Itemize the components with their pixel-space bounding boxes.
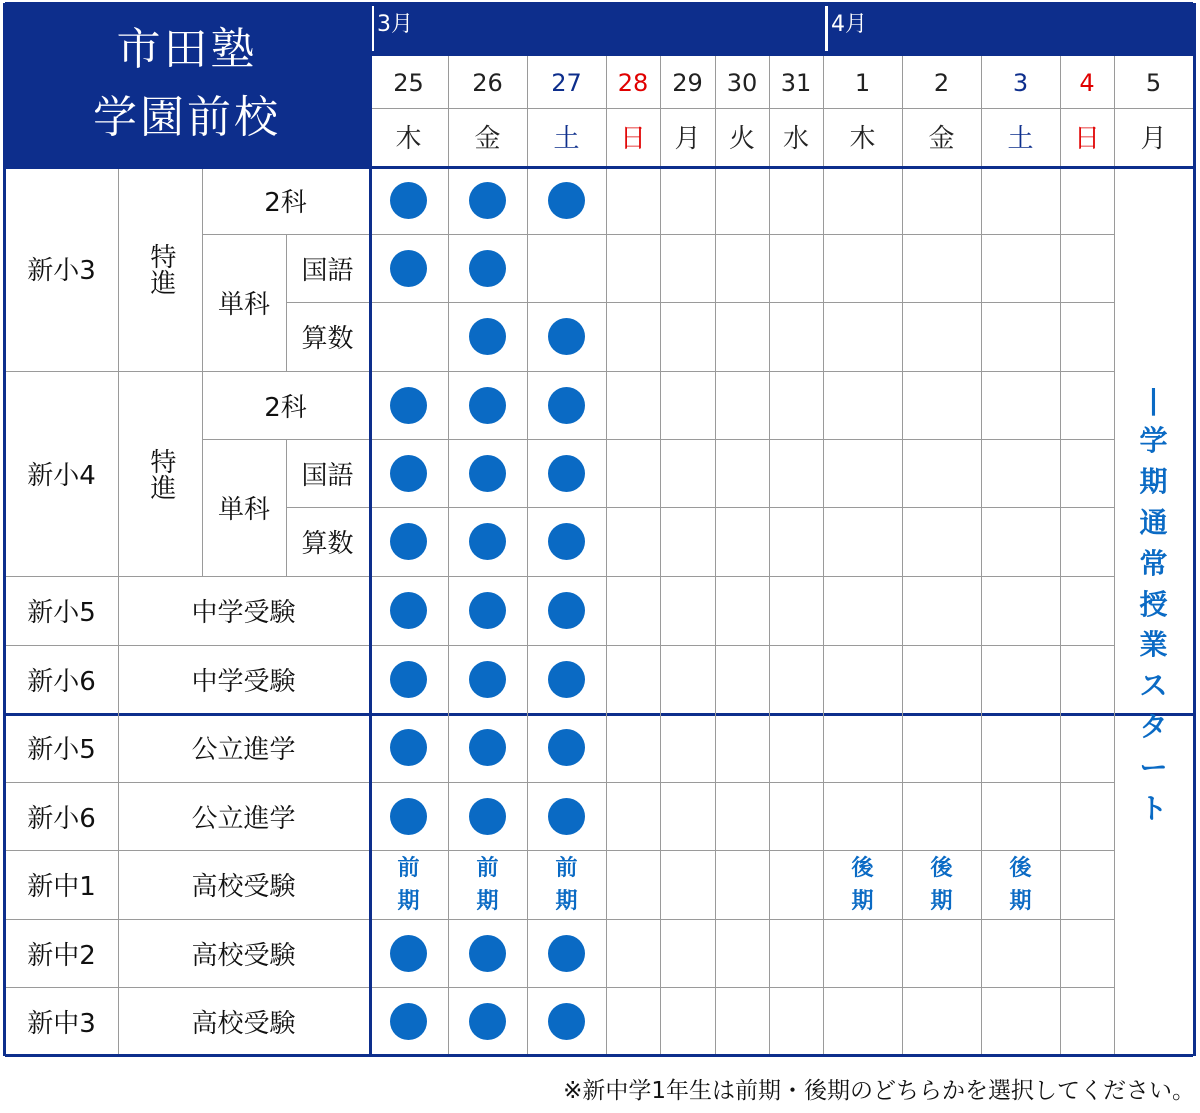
early-term-mark	[547, 852, 587, 918]
grid-line	[715, 56, 716, 166]
row-line	[286, 302, 1114, 303]
term-char: 期	[930, 889, 953, 914]
date-day: 1	[854, 69, 871, 97]
class-day-dot	[390, 182, 427, 219]
term-start-label	[1114, 380, 1193, 830]
two-subject-label: 2科	[264, 392, 307, 423]
kokugo-label: 国語	[301, 255, 354, 286]
class-day-dot	[390, 523, 427, 560]
term-start-char: 常	[1139, 546, 1168, 580]
grade-label: 新小6	[27, 803, 96, 834]
term-char: 期	[476, 889, 499, 914]
class-day-dot	[469, 729, 506, 766]
early-term-mark	[389, 852, 429, 918]
two-subject-label: 2科	[264, 187, 307, 218]
month-label: 4月	[831, 11, 867, 37]
grid-line	[606, 56, 607, 166]
class-day-dot	[548, 455, 585, 492]
date-day: 29	[672, 69, 703, 97]
month-bar	[369, 3, 1193, 56]
grid-line	[823, 166, 824, 1055]
course-label: 公立進学	[191, 803, 296, 834]
date-day: 5	[1145, 69, 1162, 97]
term-char: 後	[851, 856, 874, 881]
date-weekday: 木	[849, 123, 876, 154]
early-term-mark	[468, 852, 508, 918]
class-day-dot	[469, 523, 506, 560]
grid-line	[902, 56, 903, 166]
course-label: 公立進学	[191, 735, 296, 765]
date-day: 2	[933, 69, 950, 97]
date-day: 26	[472, 69, 503, 97]
term-start-char: 通	[1139, 505, 1168, 539]
term-start-char: ト	[1139, 791, 1168, 825]
grade-label: 新小5	[27, 598, 96, 628]
row-line	[286, 507, 1114, 508]
date-day: 3	[1012, 69, 1029, 97]
course-label: 中学受験	[191, 598, 296, 628]
class-day-dot	[548, 318, 585, 355]
date-day: 31	[780, 69, 812, 97]
grid-line	[606, 166, 607, 1055]
table-right-border	[1193, 3, 1196, 1056]
footnote: ※新中学1年生は前期・後期のどちらかを選択してください。	[563, 1077, 1195, 1104]
single-subject-label: 単科	[217, 495, 270, 525]
grade-label: 新小4	[27, 461, 96, 491]
kokugo-label: 国語	[301, 460, 354, 491]
class-day-dot	[390, 250, 427, 287]
grade-label: 新小6	[27, 666, 96, 697]
course-label: 中学受験	[191, 666, 296, 697]
grid-line	[769, 166, 770, 1055]
grid-line	[715, 166, 716, 1055]
term-start-char: 業	[1139, 628, 1168, 662]
date-day: 4	[1079, 69, 1095, 97]
grid-line	[448, 166, 449, 1055]
class-day-dot	[469, 935, 506, 972]
grid-line	[369, 108, 1193, 109]
single-subject-label: 単科	[217, 290, 270, 320]
grid-line	[527, 56, 528, 166]
date-weekday: 金	[474, 123, 501, 154]
term-start-char: タ	[1139, 710, 1168, 744]
date-weekday: 月	[1140, 123, 1167, 154]
term-char: 期	[851, 889, 874, 914]
term-start-char: 学	[1139, 424, 1168, 458]
grid-line	[660, 166, 661, 1055]
class-day-dot	[548, 1003, 585, 1040]
class-day-dot	[469, 592, 506, 629]
term-start-char: 授	[1139, 587, 1168, 621]
term-char: 後	[1009, 856, 1032, 881]
class-day-dot	[548, 182, 585, 219]
course-label: 特進	[145, 447, 176, 500]
month-divider	[825, 6, 828, 51]
school-branch: 学園前校	[93, 92, 281, 143]
date-weekday: 金	[928, 123, 955, 154]
class-day-dot	[469, 661, 506, 698]
term-char: 期	[1009, 889, 1032, 914]
label-date-border	[369, 3, 372, 1056]
class-day-dot	[390, 387, 427, 424]
grade-label: 新小5	[27, 735, 96, 765]
class-day-dot	[548, 798, 585, 835]
sansu-label: 算数	[301, 324, 354, 354]
sansu-label: 算数	[301, 529, 354, 559]
class-day-dot	[548, 523, 585, 560]
date-day: 27	[551, 69, 582, 97]
date-day: 25	[393, 69, 424, 97]
class-day-dot	[469, 1003, 506, 1040]
course-label: 高校受験	[191, 940, 296, 971]
date-weekday: 土	[553, 123, 580, 154]
late-term-mark	[922, 852, 962, 918]
class-day-dot	[390, 592, 427, 629]
class-day-dot	[548, 729, 585, 766]
grid-line	[902, 166, 903, 1055]
class-day-dot	[469, 798, 506, 835]
term-char: 後	[930, 856, 953, 881]
grid-line	[981, 166, 982, 1055]
class-day-dot	[469, 318, 506, 355]
class-day-dot	[548, 592, 585, 629]
class-day-dot	[390, 455, 427, 492]
class-day-dot	[469, 455, 506, 492]
grid-line	[448, 56, 449, 166]
term-char: 前	[555, 856, 578, 881]
class-day-dot	[469, 387, 506, 424]
class-day-dot	[390, 661, 427, 698]
grade-label: 新中1	[27, 872, 96, 902]
late-term-mark	[1001, 852, 1041, 918]
grid-line	[1114, 56, 1115, 166]
late-term-mark	[843, 852, 883, 918]
grid-line	[823, 56, 824, 166]
class-day-dot	[548, 661, 585, 698]
date-day: 30	[726, 69, 758, 97]
course-label: 特進	[145, 242, 176, 295]
course-label: 高校受験	[191, 1008, 296, 1039]
class-day-dot	[469, 250, 506, 287]
table-top-border	[5, 2, 1193, 5]
grid-line	[660, 56, 661, 166]
grid-line	[981, 56, 982, 166]
grid-line	[1060, 166, 1061, 1055]
term-char: 期	[397, 889, 420, 914]
date-weekday: 日	[619, 123, 646, 154]
grid-line	[527, 166, 528, 1055]
term-start-char: ー	[1139, 751, 1168, 785]
class-day-dot	[390, 935, 427, 972]
month-label: 3月	[377, 11, 413, 37]
grade-label: 新小3	[27, 256, 96, 286]
grade-label: 新中2	[27, 940, 96, 971]
grid-line	[1060, 56, 1061, 166]
class-day-dot	[548, 387, 585, 424]
date-weekday: 木	[395, 123, 422, 154]
course-label: 高校受験	[191, 872, 296, 902]
date-weekday: 火	[728, 123, 755, 154]
date-weekday: 土	[1007, 123, 1034, 154]
term-start-char: ス	[1139, 669, 1168, 703]
class-day-dot	[469, 182, 506, 219]
date-day: 28	[617, 69, 649, 97]
term-char: 前	[476, 856, 499, 881]
grid-line	[769, 56, 770, 166]
class-day-dot	[390, 798, 427, 835]
term-start-char: 期	[1139, 464, 1168, 498]
class-day-dot	[548, 935, 585, 972]
term-start-char: |	[1148, 383, 1159, 417]
date-weekday: 月	[674, 123, 701, 154]
term-char: 前	[397, 856, 420, 881]
school-name: 市田塾	[116, 24, 258, 75]
date-weekday: 日	[1073, 123, 1100, 154]
grade-label: 新中3	[27, 1008, 96, 1039]
date-weekday: 水	[782, 123, 809, 154]
class-day-dot	[390, 1003, 427, 1040]
class-day-dot	[390, 729, 427, 766]
term-char: 期	[555, 889, 578, 914]
